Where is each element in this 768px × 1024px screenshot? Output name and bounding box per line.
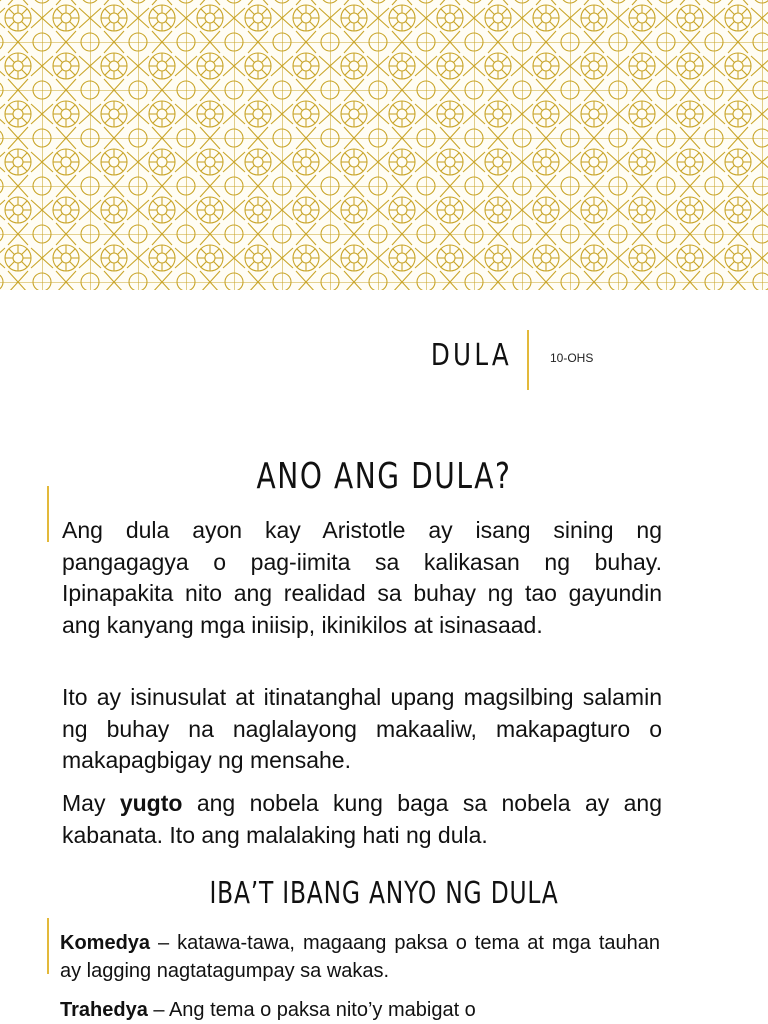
paragraph-purpose [62, 682, 662, 777]
section-heading-ano-ang-dula: ANO ANG DULA? [256, 456, 512, 497]
term-trahedya: Trahedya [60, 999, 148, 1021]
page-title: DULA [430, 338, 512, 373]
paragraph-yugto [62, 788, 662, 851]
paragraph-definition [62, 515, 662, 641]
bold-term-yugto: yugto [119, 790, 183, 816]
pattern-fill [0, 0, 768, 290]
paragraph-text: May [62, 790, 120, 816]
list-item-komedya [60, 929, 660, 985]
pattern-svg [0, 0, 768, 290]
definition-komedya: – katawa-tawa, magaang paksa o tema at mga tauhan ay lagging nagtatagumpay sa wakas. [60, 932, 660, 982]
paragraph-text: Ang dula ayon kay Aristotle ay isang sining ng pangagagya o pag-iimita sa kalikasan ng buhay. Ipinapakita nito ang realidad sa buhay ng tao gayundin ang kanyang mga iniisip, ikinikilos at isinasaad. [62, 517, 662, 638]
section-heading-anyo-ng-dula: IBA’T IBANG ANYO NG DULA [209, 876, 559, 911]
term-komedya: Komedya [60, 932, 151, 954]
definition-trahedya: – Ang tema o paksa nito’y mabigat o [147, 999, 476, 1021]
title-block [0, 330, 768, 390]
page-subtitle: 10-OHS [550, 351, 594, 365]
accent-bar-section1 [47, 486, 49, 542]
title-divider [527, 330, 529, 390]
list-item-trahedya [60, 996, 660, 1024]
paragraph-text: Ito ay isinusulat at itinatanghal upang magsilbing salamin ng buhay na naglalayong makaaliw, makapagturo o makapagbigay ng mensahe. [62, 684, 662, 773]
accent-bar-section2 [47, 918, 49, 974]
decorative-pattern-banner [0, 0, 768, 290]
paragraph-text: ang nobela kung baga sa nobela ay ang kabanata. Ito ang malalaking hati ng dula. [62, 790, 662, 848]
